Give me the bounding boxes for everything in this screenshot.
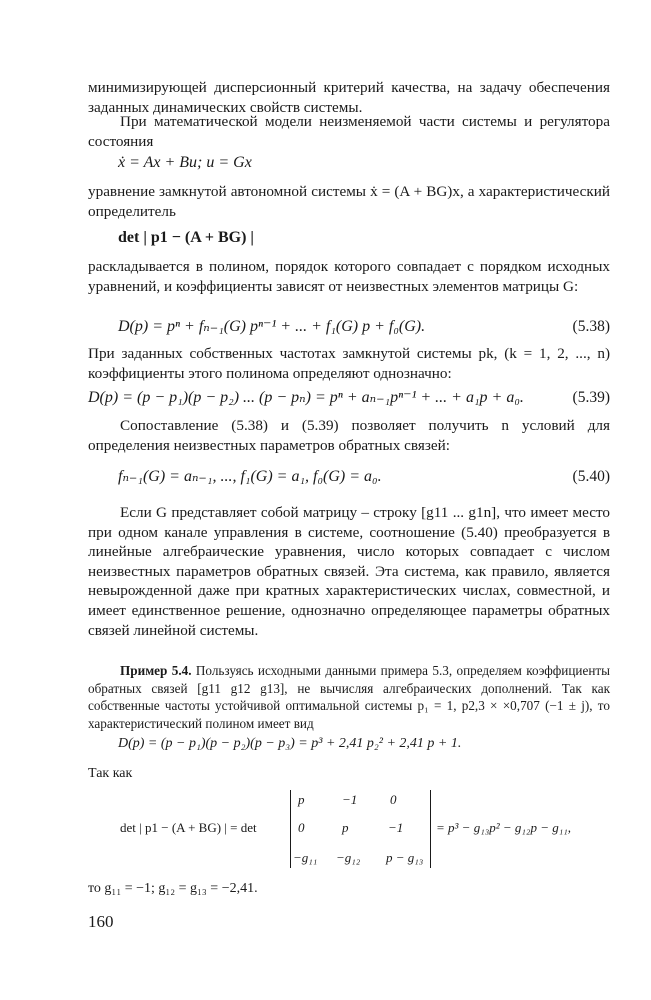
matrix-cell-3-2: −g₁₂ (336, 850, 361, 865)
matrix-cell-1-1: p (298, 792, 305, 807)
paragraph-model: При математической модели неизменяемой части системы и регулятора состояния (88, 113, 610, 150)
equation-determinant: det | p1 − (A + BG) | (118, 229, 254, 246)
equation-number-5-40: (5.40) (572, 468, 610, 485)
determinant-right-side: = p³ − g₁₃p² − g₁₂p − g₁₁, (436, 820, 572, 835)
paragraph-expansion: раскладывается в полином, порядок которого совпадает с порядком исходных уравнений, и коэффициенты зависят от неизвестных элементов матрицы G: (88, 258, 610, 295)
example-text: Пользуясь исходными данными примера 5.3, определяем коэффициенты обратных связей [g11 g12 g13], не вычисляя алгебраических дополнений. Так как собственные частоты устойчивой оптимальной системы p₁ = 1, p2,3 × ×0,707 (−1 ± j), то характеристический полином имеет вид (88, 663, 610, 731)
paragraph-frequencies: При заданных собственных частотах замкнутой системы pk, (k = 1, 2, ..., n) коэффициенты этого полинома определяют однозначно: (88, 345, 610, 382)
paragraph-closed-loop: уравнение замкнутой автономной системы ẋ = (A + BG)x, а характеристический определитель (88, 183, 610, 220)
equation-number-5-38: (5.38) (572, 318, 610, 335)
example-since: Так как (88, 766, 133, 781)
determinant-bar-right (430, 790, 431, 868)
paragraph-intro: минимизирующей дисперсионный критерий качества, на задачу обеспечения заданных динамических свойств системы. (88, 79, 610, 116)
determinant-bar-left (290, 790, 291, 868)
equation-number-5-39: (5.39) (572, 389, 610, 406)
determinant-left-side: det | p1 − (A + BG) | = det (120, 820, 257, 835)
example-block (88, 662, 610, 732)
matrix-cell-2-3: −1 (388, 820, 404, 835)
matrix-cell-2-1: 0 (298, 820, 305, 835)
equation-5-38: D(p) = pⁿ + fₙ₋₁(G) pⁿ⁻¹ + ... + f₁(G) p + f₀(G). (118, 318, 426, 335)
example-polynomial: D(p) = (p − p₁)(p − p₂)(p − p₃) = p³ + 2,41 p₂² + 2,41 p + 1. (118, 736, 462, 751)
matrix-cell-3-3: p − g₁₃ (386, 850, 424, 865)
matrix-cell-2-2: p (342, 820, 349, 835)
paragraph-comparison: Сопоставление (5.38) и (5.39) позволяет получить n условий для определения неизвестных параметров обратных связей: (88, 417, 610, 454)
example-title: Пример 5.4. (120, 663, 192, 678)
equation-5-39: D(p) = (p − p₁)(p − p₂) ... (p − pₙ) = pⁿ + aₙ₋₁pⁿ⁻¹ + ... + a₁p + a₀. (88, 389, 524, 406)
matrix-cell-3-1: −g₁₁ (293, 850, 318, 865)
determinant-expression (88, 790, 618, 870)
page-number: 160 (88, 912, 114, 931)
example-result: то g₁₁ = −1; g₁₂ = g₁₃ = −2,41. (88, 881, 258, 896)
matrix-cell-1-2: −1 (342, 792, 358, 807)
paragraph-matrix-row: Если G представляет собой матрицу – строку [g11 ... g1n], что имеет место при одном канале управления в системе, соотношение (5.40) преобразуется в линейные алгебраические уравнения, число которых совпадает с числом неизвестных параметров обратных связей. Эта система, как правило, является невырожденной даже при кратных характеристических числах, совместной, и имеет единственное решение, однозначно определяющее параметры обратных связей линейной системы. (88, 504, 610, 639)
matrix-cell-1-3: 0 (390, 792, 397, 807)
equation-state: ẋ = Ax + Bu; u = Gx (118, 154, 252, 171)
equation-5-40: fₙ₋₁(G) = aₙ₋₁, ..., f₁(G) = a₁, f₀(G) = a₀. (118, 468, 382, 485)
